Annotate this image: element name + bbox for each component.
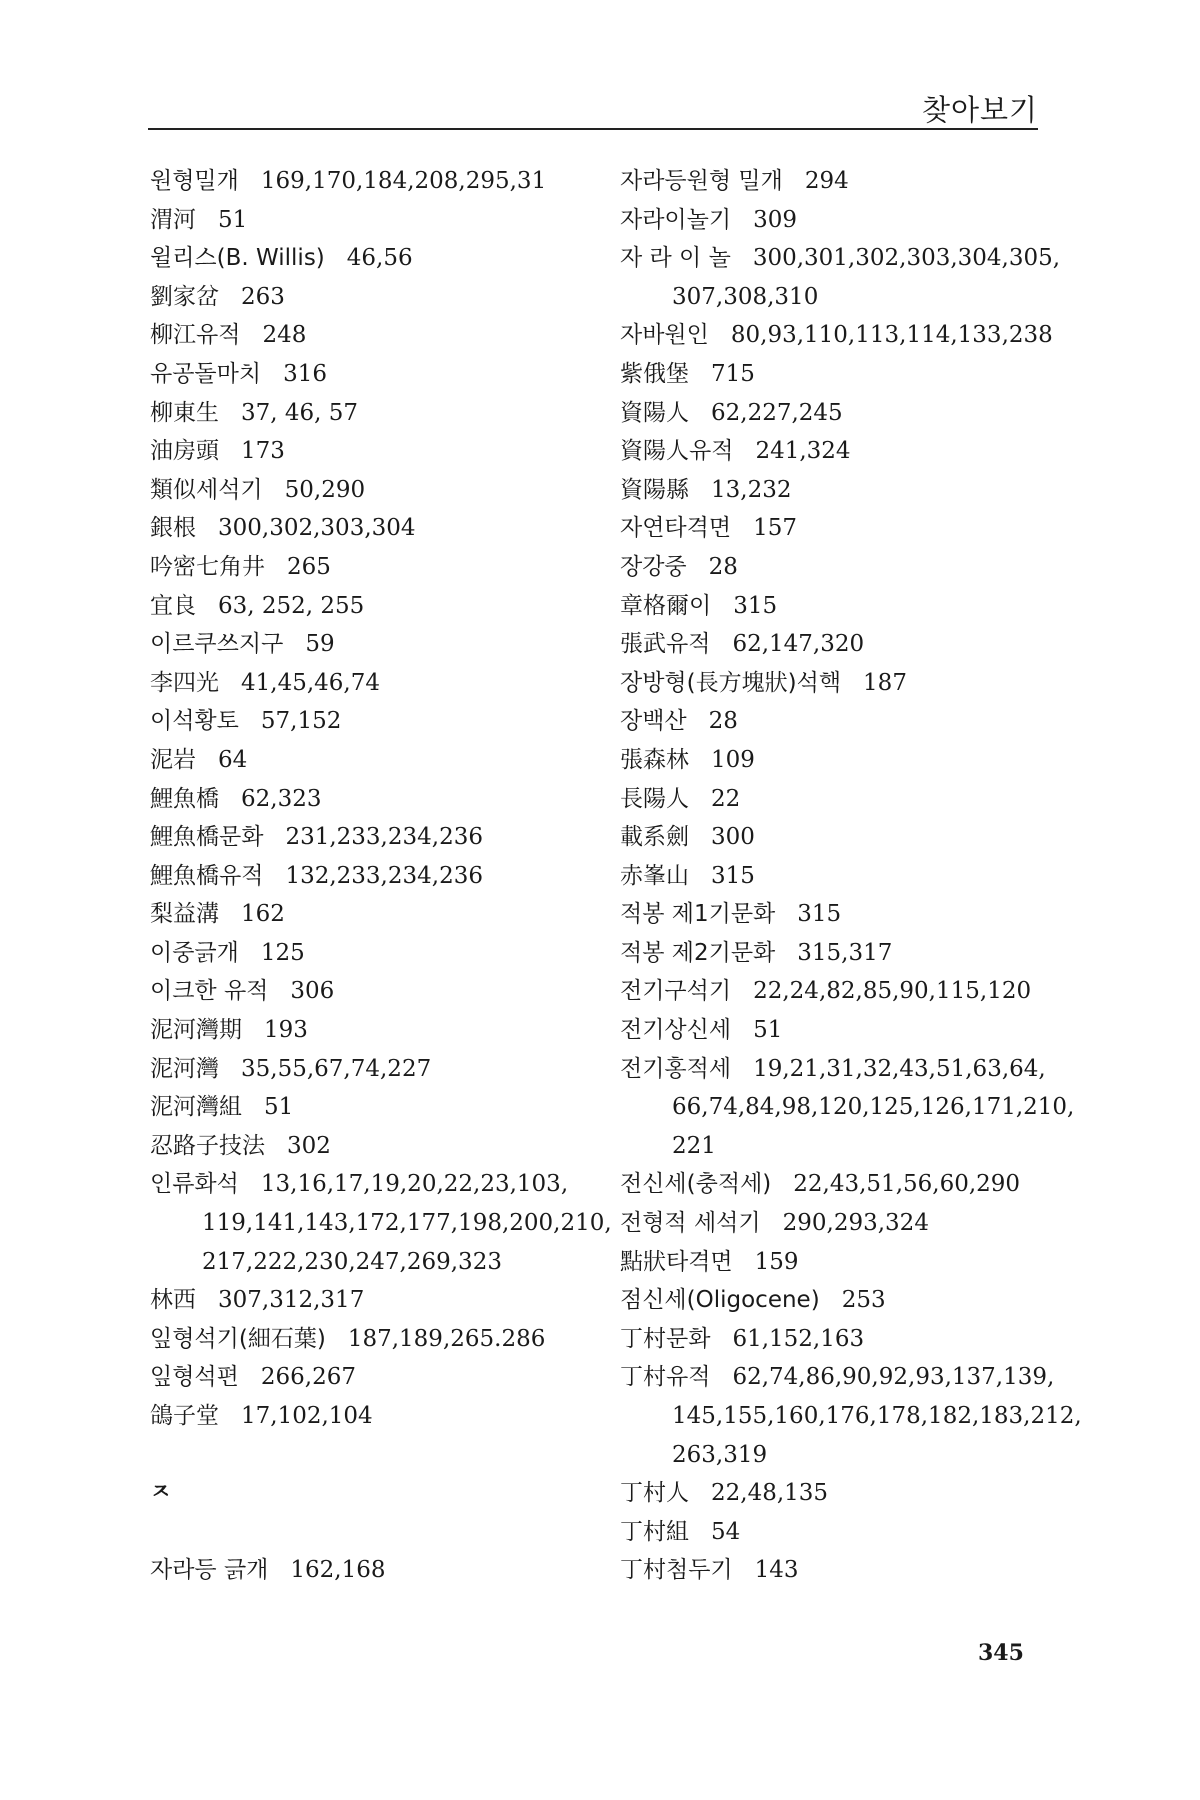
index-entry <box>620 741 1060 780</box>
index-term: 자 라 이 놀 <box>620 245 731 272</box>
index-term: 鴿子堂 <box>150 1403 219 1429</box>
index-pages: 13,232 <box>711 476 792 503</box>
index-entry <box>150 1050 590 1089</box>
index-term: 長陽人 <box>620 785 689 812</box>
section-gap <box>150 1436 590 1475</box>
index-entry <box>150 625 590 664</box>
index-pages: 37, 46, 57 <box>241 399 359 426</box>
index-term: 자연타격면 <box>620 515 732 542</box>
index-term: 자라이놀기 <box>620 206 732 233</box>
index-entry <box>150 201 590 240</box>
index-term: 장백산 <box>620 708 687 735</box>
index-term: 資陽人유적 <box>620 438 734 465</box>
index-pages: 162,168 <box>290 1557 386 1584</box>
index-entry <box>150 432 590 471</box>
index-pages: 290,293,324 <box>782 1210 929 1237</box>
index-term: 鯉魚橋문화 <box>150 824 264 851</box>
index-entry <box>620 509 1060 548</box>
index-pages: 22,24,82,85,90,115,120 <box>753 978 1032 1005</box>
index-term: 잎형석기(細石葉) <box>150 1325 326 1352</box>
index-pages: 19,21,31,32,43,51,63,64, <box>753 1055 1046 1082</box>
index-pages: 193 <box>264 1017 308 1044</box>
index-pages: 253 <box>841 1287 886 1314</box>
index-pages: 62,227,245 <box>711 399 843 426</box>
index-term: 泥岩 <box>150 746 196 773</box>
index-entry <box>620 818 1060 857</box>
index-term: 丁村문화 <box>620 1325 711 1352</box>
index-pages-continued: 145,155,160,176,178,182,183,212, <box>672 1403 1082 1429</box>
index-term: 赤峯山 <box>620 862 689 889</box>
index-term: 章格爾이 <box>620 592 712 619</box>
index-pages: 265 <box>287 553 331 580</box>
index-term: 渭河 <box>150 206 196 233</box>
index-pages: 13,16,17,19,20,22,23,103, <box>260 1171 569 1198</box>
index-term: 張森林 <box>620 746 689 773</box>
index-entry <box>620 1358 1060 1397</box>
index-pages: 231,233,234,236 <box>285 824 483 851</box>
index-entry <box>620 1513 1060 1552</box>
index-entry <box>150 355 590 394</box>
index-entry <box>150 818 590 857</box>
index-term: 紫俄堡 <box>620 360 689 387</box>
index-entry <box>620 702 1060 741</box>
index-entry <box>150 1397 590 1436</box>
index-entry <box>150 1358 590 1397</box>
header-rule <box>148 128 1038 130</box>
index-entry <box>150 1320 590 1359</box>
index-entry <box>150 548 590 587</box>
index-pages: 22,48,135 <box>711 1480 829 1507</box>
index-entry <box>620 1551 1060 1590</box>
index-pages: 63, 252, 255 <box>218 592 365 619</box>
index-pages: 17,102,104 <box>241 1403 373 1429</box>
section-heading-letter: ㅈ <box>150 1480 172 1506</box>
index-term: 丁村人 <box>620 1480 689 1507</box>
index-entry <box>150 702 590 741</box>
index-term: 윌리스(B. Willis) <box>150 245 325 272</box>
index-pages: 22 <box>711 785 741 812</box>
index-entry <box>150 394 590 433</box>
running-header-title: 찾아보기 <box>921 93 1038 127</box>
index-pages: 109 <box>711 746 755 773</box>
index-entry <box>150 780 590 819</box>
index-entry <box>150 741 590 780</box>
index-entry <box>150 934 590 973</box>
index-term: 적봉 제1기문화 <box>620 901 776 928</box>
index-pages: 62,147,320 <box>732 631 865 658</box>
index-term: 柳東生 <box>150 399 219 426</box>
index-term: 銀根 <box>150 515 196 542</box>
index-term: 자라등 긁개 <box>150 1557 269 1584</box>
index-pages: 187 <box>863 669 907 696</box>
index-pages: 143 <box>754 1557 799 1584</box>
index-term: 전기상신세 <box>620 1017 732 1044</box>
index-term: 忍路子技法 <box>150 1132 265 1159</box>
page-number: 345 <box>978 1640 1024 1666</box>
index-pages: 132,233,234,236 <box>285 862 483 889</box>
index-entry <box>620 587 1060 626</box>
index-pages-continued: 217,222,230,247,269,323 <box>202 1248 502 1275</box>
index-pages: 22,43,51,56,60,290 <box>793 1171 1021 1198</box>
index-term: 梨益溝 <box>150 901 219 928</box>
index-entry <box>150 1088 590 1127</box>
index-term: 유공돌마치 <box>150 360 262 387</box>
index-entry <box>620 1243 1060 1282</box>
index-pages: 157 <box>753 515 797 542</box>
index-term: 전신세(충적세) <box>620 1171 772 1198</box>
index-entry <box>620 548 1060 587</box>
index-term: 丁村組 <box>620 1518 689 1545</box>
index-pages: 316 <box>283 360 327 387</box>
index-entry <box>150 316 590 355</box>
index-entry <box>150 895 590 934</box>
index-entry <box>150 162 590 201</box>
index-term: 자라등원형 밀개 <box>620 168 783 194</box>
index-entry <box>150 857 590 896</box>
index-pages: 241,324 <box>755 438 851 465</box>
index-term: 丁村첨두기 <box>620 1557 733 1584</box>
index-pages: 46,56 <box>346 245 413 272</box>
index-term: 전기구석기 <box>620 978 732 1005</box>
index-pages: 162 <box>241 901 285 928</box>
index-pages: 64 <box>218 746 248 773</box>
index-entry <box>620 972 1060 1011</box>
index-term: 장방형(長方塊狀)석핵 <box>620 669 842 696</box>
index-pages: 300,301,302,303,304,305, <box>752 245 1061 272</box>
index-entry <box>620 1281 1060 1320</box>
index-pages: 300 <box>711 824 755 851</box>
index-pages-continued: 119,141,143,172,177,198,200,210, <box>202 1210 612 1237</box>
index-term: 원형밀개 <box>150 168 239 194</box>
index-term: 점신세(Oligocene) <box>620 1287 820 1314</box>
index-pages: 125 <box>260 939 305 966</box>
index-pages: 62,323 <box>241 785 322 812</box>
index-entry <box>620 201 1060 240</box>
index-entry <box>620 857 1060 896</box>
index-term: 油房頭 <box>150 438 219 465</box>
index-term: 鯉魚橋유적 <box>150 862 264 889</box>
index-pages: 159 <box>754 1248 799 1275</box>
index-entry <box>620 625 1060 664</box>
index-entry <box>150 664 590 703</box>
index-pages: 173 <box>241 438 285 465</box>
index-term: 資陽人 <box>620 399 689 426</box>
index-term: 이석황토 <box>150 708 239 735</box>
index-term: 資陽縣 <box>620 476 689 503</box>
index-pages-continued: 66,74,84,98,120,125,126,171,210, <box>672 1094 1075 1121</box>
index-pages: 315 <box>797 901 842 928</box>
index-term: 자바원인 <box>620 322 709 349</box>
index-pages: 50,290 <box>284 476 366 503</box>
index-pages: 315 <box>711 862 755 889</box>
index-pages: 187,189,265.286 <box>347 1325 546 1352</box>
index-term: 鯉魚橋 <box>150 785 219 812</box>
index-pages: 248 <box>262 322 307 349</box>
index-term: 載系劍 <box>620 824 689 851</box>
index-entry <box>620 1204 1060 1243</box>
index-term: 李四光 <box>150 669 219 696</box>
index-term: 吟密七角井 <box>150 553 265 580</box>
index-term: 點狀타격면 <box>620 1248 733 1275</box>
index-term: 장강중 <box>620 553 687 580</box>
index-entry <box>620 355 1060 394</box>
index-entry <box>620 432 1060 471</box>
index-entry <box>150 1165 590 1204</box>
index-entry <box>620 1050 1060 1089</box>
index-term: 張武유적 <box>620 631 711 658</box>
index-pages: 51 <box>264 1094 294 1121</box>
index-term: 이르쿠쓰지구 <box>150 631 284 658</box>
index-pages: 35,55,67,74,227 <box>241 1055 432 1082</box>
index-term: 잎형석편 <box>150 1364 239 1391</box>
index-pages: 302 <box>287 1132 331 1159</box>
index-term: 泥河灣 <box>150 1055 219 1082</box>
index-pages: 294 <box>804 168 849 194</box>
index-entry <box>620 1165 1060 1204</box>
index-entry <box>620 394 1060 433</box>
index-entry <box>620 1474 1060 1513</box>
index-term: 이중긁개 <box>150 939 239 966</box>
index-pages: 300,302,303,304 <box>218 515 416 542</box>
index-entry <box>150 1281 590 1320</box>
index-term: 劉家岔 <box>150 283 219 310</box>
index-entry <box>150 509 590 548</box>
index-entry <box>150 278 590 317</box>
index-entry <box>620 471 1060 510</box>
index-term: 泥河灣期 <box>150 1017 242 1044</box>
index-pages: 715 <box>711 360 755 387</box>
index-entry <box>620 1320 1060 1359</box>
index-term: 적봉 제2기문화 <box>620 939 776 966</box>
index-pages-continued: 221 <box>672 1132 716 1159</box>
index-pages: 51 <box>218 206 248 233</box>
index-pages: 80,93,110,113,114,133,238 <box>730 322 1053 349</box>
index-term: 類似세석기 <box>150 476 263 503</box>
index-term: 泥河灣組 <box>150 1094 242 1121</box>
index-term: 林西 <box>150 1287 196 1314</box>
index-entry <box>150 1551 590 1590</box>
index-entry <box>620 239 1060 278</box>
index-column-right <box>620 162 1082 1590</box>
index-entry <box>150 239 590 278</box>
index-pages-continued: 263,319 <box>672 1441 768 1468</box>
index-column-left <box>150 162 612 1590</box>
index-pages-continued: 307,308,310 <box>672 283 819 310</box>
index-pages: 51 <box>753 1017 783 1044</box>
index-pages: 59 <box>305 631 335 658</box>
index-entry <box>620 934 1060 973</box>
index-entry <box>620 316 1060 355</box>
index-entry <box>620 895 1060 934</box>
index-term: 宜良 <box>150 592 196 619</box>
index-entry <box>150 587 590 626</box>
index-entry <box>620 664 1060 703</box>
index-pages: 28 <box>708 553 738 580</box>
index-pages: 169,170,184,208,295,31 <box>260 168 547 194</box>
index-entry <box>150 471 590 510</box>
index-pages: 266,267 <box>260 1364 356 1391</box>
index-pages: 28 <box>708 708 738 735</box>
index-pages: 307,312,317 <box>218 1287 365 1314</box>
index-pages: 57,152 <box>260 708 342 735</box>
index-entry <box>150 1127 590 1166</box>
index-term: 丁村유적 <box>620 1364 711 1391</box>
index-entry <box>620 780 1060 819</box>
section-gap <box>150 1513 590 1552</box>
index-pages: 306 <box>290 978 335 1005</box>
index-term: 전형적 세석기 <box>620 1210 761 1237</box>
index-term: 전기홍적세 <box>620 1055 732 1082</box>
index-term: 인류화석 <box>150 1171 239 1198</box>
index-term: 柳江유적 <box>150 322 241 349</box>
index-pages: 62,74,86,90,92,93,137,139, <box>732 1364 1055 1391</box>
index-entry <box>150 972 590 1011</box>
index-pages: 263 <box>241 283 285 310</box>
index-pages: 41,45,46,74 <box>241 669 380 696</box>
index-pages: 61,152,163 <box>732 1325 865 1352</box>
index-pages: 54 <box>711 1518 741 1545</box>
index-term: 이크한 유적 <box>150 978 269 1005</box>
index-entry <box>620 162 1060 201</box>
index-pages: 315 <box>733 592 778 619</box>
index-entry <box>620 1011 1060 1050</box>
index-pages: 309 <box>753 206 797 233</box>
index-entry <box>150 1011 590 1050</box>
index-pages: 315,317 <box>797 939 893 966</box>
